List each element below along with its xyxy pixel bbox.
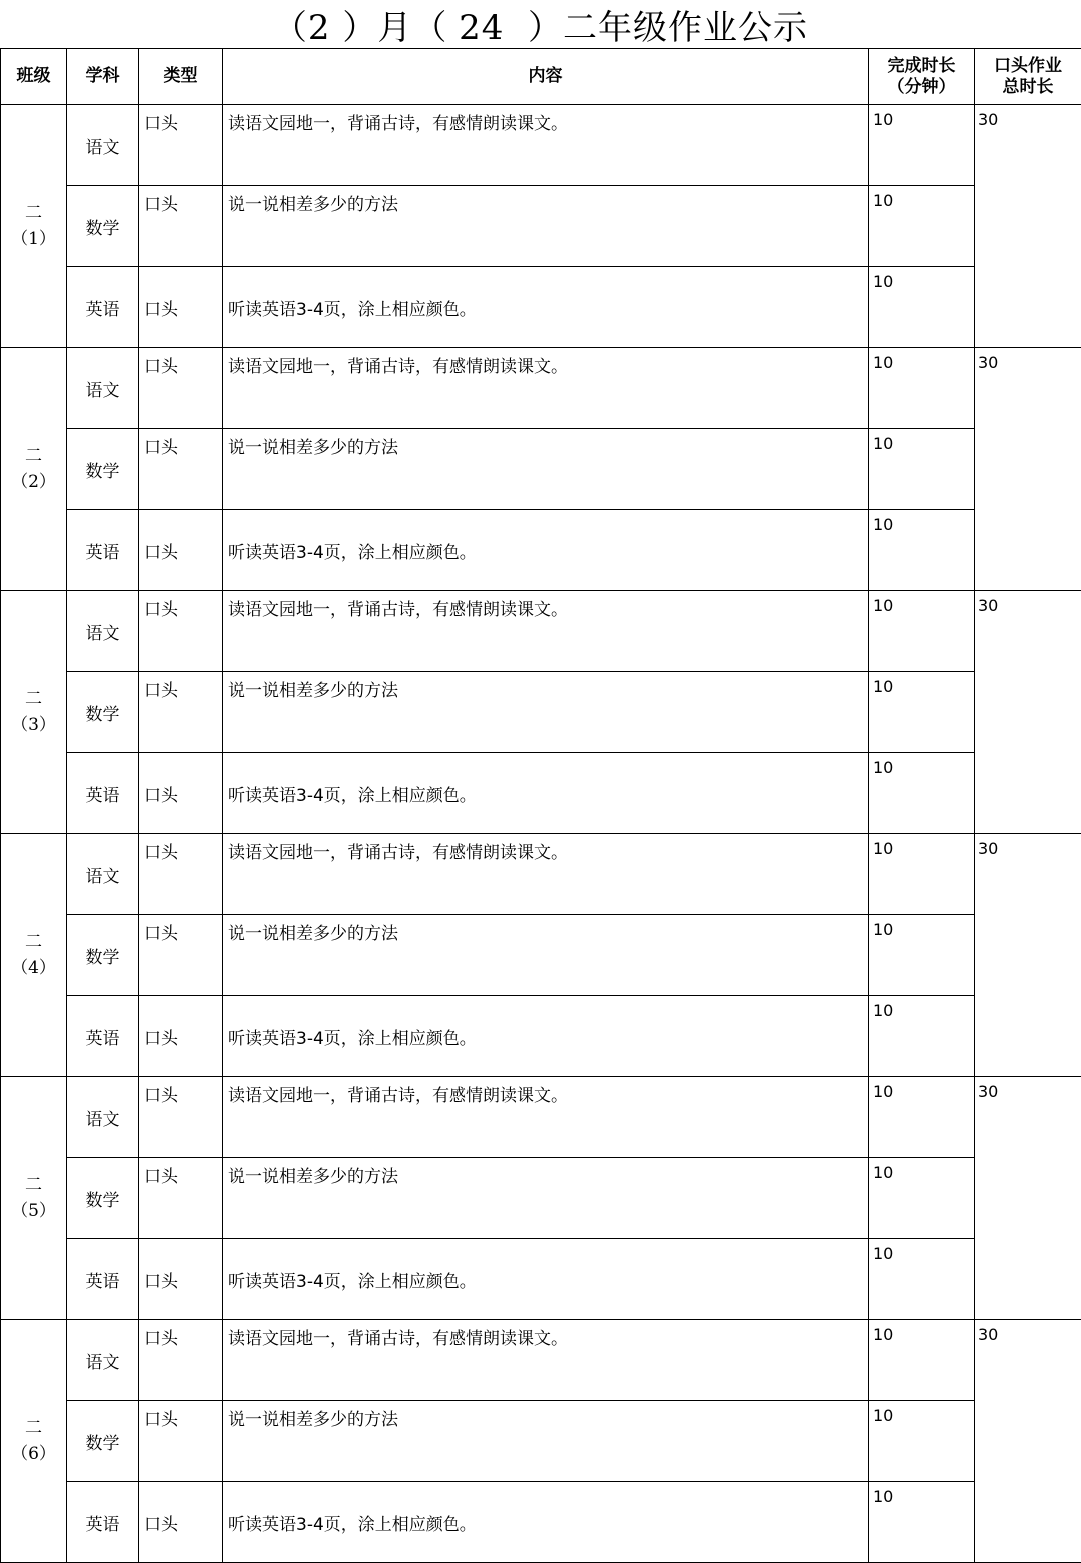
class-grade: 二 — [1, 443, 66, 469]
class-number: （5） — [1, 1198, 66, 1224]
class-number: （2） — [1, 469, 66, 495]
subject-cell: 英语 — [67, 267, 139, 348]
content-cell: 读语文园地一，背诵古诗，有感情朗读课文。 — [223, 1320, 869, 1401]
duration-cell: 10 — [869, 753, 975, 834]
content-cell: 听读英语3-4页，涂上相应颜色。 — [223, 510, 869, 591]
oral-total-cell: 30 — [975, 348, 1081, 591]
subject-cell: 语文 — [67, 1077, 139, 1158]
duration-cell: 10 — [869, 348, 975, 429]
oral-total-cell: 30 — [975, 1077, 1081, 1320]
table-row — [1, 915, 1081, 996]
type-cell: 口头 — [139, 348, 223, 429]
table-row — [1, 267, 1081, 348]
class-number: （3） — [1, 712, 66, 738]
subject-cell: 语文 — [67, 348, 139, 429]
duration-cell: 10 — [869, 105, 975, 186]
class-cell — [1, 1077, 67, 1320]
header-duration-line2: （分钟） — [869, 77, 974, 98]
content-cell: 读语文园地一，背诵古诗，有感情朗读课文。 — [223, 1077, 869, 1158]
subject-cell: 语文 — [67, 1320, 139, 1401]
duration-cell: 10 — [869, 186, 975, 267]
subject-cell: 语文 — [67, 105, 139, 186]
class-cell — [1, 591, 67, 834]
class-grade: 二 — [1, 200, 66, 226]
subject-cell: 语文 — [67, 591, 139, 672]
table-row — [1, 348, 1081, 429]
class-grade: 二 — [1, 1415, 66, 1441]
table-row — [1, 834, 1081, 915]
duration-cell: 10 — [869, 510, 975, 591]
duration-cell: 10 — [869, 267, 975, 348]
header-content: 内容 — [223, 49, 869, 105]
type-cell: 口头 — [139, 1077, 223, 1158]
table-row — [1, 1158, 1081, 1239]
table-row — [1, 510, 1081, 591]
content-cell: 读语文园地一，背诵古诗，有感情朗读课文。 — [223, 348, 869, 429]
subject-cell: 英语 — [67, 1482, 139, 1563]
content-cell: 读语文园地一，背诵古诗，有感情朗读课文。 — [223, 834, 869, 915]
content-cell: 听读英语3-4页，涂上相应颜色。 — [223, 753, 869, 834]
header-row — [1, 49, 1081, 105]
homework-table — [0, 48, 1081, 1563]
class-grade: 二 — [1, 1172, 66, 1198]
subject-cell: 英语 — [67, 510, 139, 591]
class-cell — [1, 348, 67, 591]
duration-cell: 10 — [869, 429, 975, 510]
type-cell: 口头 — [139, 591, 223, 672]
oral-total-cell: 30 — [975, 1320, 1081, 1563]
table-row — [1, 753, 1081, 834]
subject-cell: 数学 — [67, 186, 139, 267]
subject-cell: 数学 — [67, 1401, 139, 1482]
content-cell: 听读英语3-4页，涂上相应颜色。 — [223, 1239, 869, 1320]
type-cell: 口头 — [139, 1158, 223, 1239]
page-title: （2 ）月（ 24 ）二年级作业公示 — [0, 0, 1081, 48]
table-row — [1, 1401, 1081, 1482]
duration-cell: 10 — [869, 996, 975, 1077]
subject-cell: 语文 — [67, 834, 139, 915]
content-cell: 说一说相差多少的方法 — [223, 672, 869, 753]
class-cell — [1, 105, 67, 348]
type-cell: 口头 — [139, 672, 223, 753]
oral-total-cell: 30 — [975, 834, 1081, 1077]
header-oral-total — [975, 49, 1081, 105]
subject-cell: 数学 — [67, 429, 139, 510]
type-cell: 口头 — [139, 996, 223, 1077]
class-number: （1） — [1, 226, 66, 252]
class-cell — [1, 1320, 67, 1563]
type-cell: 口头 — [139, 186, 223, 267]
subject-cell: 数学 — [67, 672, 139, 753]
type-cell: 口头 — [139, 510, 223, 591]
content-cell: 说一说相差多少的方法 — [223, 186, 869, 267]
type-cell: 口头 — [139, 1320, 223, 1401]
header-class: 班级 — [1, 49, 67, 105]
header-duration — [869, 49, 975, 105]
content-cell: 听读英语3-4页，涂上相应颜色。 — [223, 996, 869, 1077]
content-cell: 听读英语3-4页，涂上相应颜色。 — [223, 1482, 869, 1563]
type-cell: 口头 — [139, 753, 223, 834]
duration-cell: 10 — [869, 672, 975, 753]
content-cell: 说一说相差多少的方法 — [223, 1401, 869, 1482]
table-row — [1, 1320, 1081, 1401]
header-type: 类型 — [139, 49, 223, 105]
header-duration-line1: 完成时长 — [869, 56, 974, 77]
header-oral-total-line2: 总时长 — [975, 77, 1081, 98]
duration-cell: 10 — [869, 1239, 975, 1320]
subject-cell: 英语 — [67, 753, 139, 834]
table-row — [1, 672, 1081, 753]
content-cell: 说一说相差多少的方法 — [223, 1158, 869, 1239]
subject-cell: 数学 — [67, 915, 139, 996]
duration-cell: 10 — [869, 1401, 975, 1482]
table-row — [1, 591, 1081, 672]
subject-cell: 英语 — [67, 1239, 139, 1320]
duration-cell: 10 — [869, 1320, 975, 1401]
duration-cell: 10 — [869, 591, 975, 672]
type-cell: 口头 — [139, 1401, 223, 1482]
table-row — [1, 996, 1081, 1077]
duration-cell: 10 — [869, 1158, 975, 1239]
class-grade: 二 — [1, 686, 66, 712]
table-row — [1, 186, 1081, 267]
type-cell: 口头 — [139, 834, 223, 915]
header-subject: 学科 — [67, 49, 139, 105]
duration-cell: 10 — [869, 915, 975, 996]
content-cell: 听读英语3-4页，涂上相应颜色。 — [223, 267, 869, 348]
table-row — [1, 1482, 1081, 1563]
class-cell — [1, 834, 67, 1077]
content-cell: 读语文园地一，背诵古诗，有感情朗读课文。 — [223, 591, 869, 672]
type-cell: 口头 — [139, 915, 223, 996]
class-number: （4） — [1, 955, 66, 981]
content-cell: 说一说相差多少的方法 — [223, 429, 869, 510]
type-cell: 口头 — [139, 1239, 223, 1320]
table-row — [1, 1077, 1081, 1158]
class-grade: 二 — [1, 929, 66, 955]
header-oral-total-line1: 口头作业 — [975, 56, 1081, 77]
content-cell: 说一说相差多少的方法 — [223, 915, 869, 996]
table-row — [1, 1239, 1081, 1320]
type-cell: 口头 — [139, 1482, 223, 1563]
duration-cell: 10 — [869, 1077, 975, 1158]
content-cell: 读语文园地一，背诵古诗，有感情朗读课文。 — [223, 105, 869, 186]
type-cell: 口头 — [139, 267, 223, 348]
table-row — [1, 429, 1081, 510]
subject-cell: 数学 — [67, 1158, 139, 1239]
type-cell: 口头 — [139, 105, 223, 186]
duration-cell: 10 — [869, 834, 975, 915]
table-row — [1, 105, 1081, 186]
type-cell: 口头 — [139, 429, 223, 510]
subject-cell: 英语 — [67, 996, 139, 1077]
duration-cell: 10 — [869, 1482, 975, 1563]
oral-total-cell: 30 — [975, 591, 1081, 834]
oral-total-cell: 30 — [975, 105, 1081, 348]
class-number: （6） — [1, 1441, 66, 1467]
